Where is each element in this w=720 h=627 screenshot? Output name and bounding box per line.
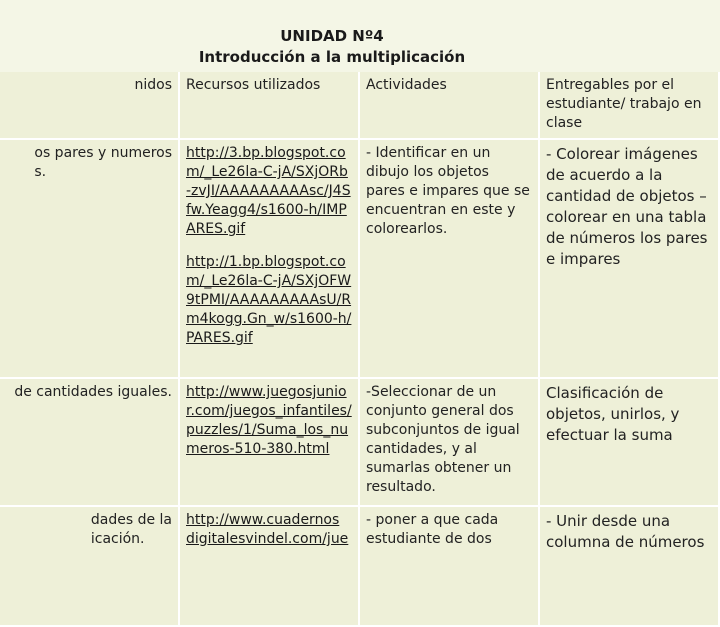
header-activities: Actividades [360, 72, 540, 140]
row1-activity: - Identificar en un dibujo los objetos pares e impares que se encuentran en este y colorearlos. [360, 140, 540, 379]
header-resources: Recursos utilizados [180, 72, 360, 140]
row2-deliverable: Clasificación de objetos, unirlos, y efectuar la suma [540, 379, 720, 507]
resource-link-impares[interactable]: http://3.bp.blogspot.com/_Le26la-C-jA/SXjORb-zvJI/AAAAAAAAAsc/J4Sfw.Yeagg4/s1600-h/IMPARES.gif [186, 145, 351, 237]
resource-link-cuadernos[interactable]: http://www.cuadernos digitalesvindel.com/jue [186, 512, 349, 547]
row3-content-line2: icación. [90, 531, 145, 547]
row2-resources [180, 379, 360, 507]
unit-title: UNIDAD Nº4 [280, 27, 384, 45]
row1-resources [180, 140, 360, 379]
resource-link-pares[interactable]: http://1.bp.blogspot.com/_Le26la-C-jA/SXjOFW9tPMI/AAAAAAAAAsU/Rm4kogg.Gn_w/s1600-h/PARES.gif [186, 254, 352, 346]
row2-activity: -Seleccionar de un conjunto general dos subconjuntos de igual cantidades, y al sumarlas obtener un resultado. [360, 379, 540, 507]
row3-deliverable: - Unir desde una columna de números [540, 507, 720, 627]
header-deliverables: Entregables por el estudiante/ trabajo en clase [540, 72, 720, 140]
row3-content-line1: dades de la [90, 512, 172, 528]
row1-content [0, 140, 180, 379]
row3-resources [180, 507, 360, 627]
row1-deliverable: - Colorear imágenes de acuerdo a la cantidad de objetos – colorear en una tabla de números los pares e impares [540, 140, 720, 379]
row1-content-line2: s. [34, 164, 47, 180]
row3-activity: - poner a que cada estudiante de dos [360, 507, 540, 627]
header-contents: nidos [0, 72, 180, 140]
row2-content: de cantidades iguales. [0, 379, 180, 507]
row3-content [0, 507, 180, 627]
unit-subtitle: Introducción a la multiplicación [198, 48, 466, 66]
row1-content-line1: os pares y numeros [34, 145, 172, 161]
resource-link-suma[interactable]: http://www.juegosjunior.com/juegos_infantiles/puzzles/1/Suma_los_numeros-510-380.html [186, 384, 352, 457]
lesson-table [0, 72, 720, 551]
title-area [0, 0, 720, 72]
